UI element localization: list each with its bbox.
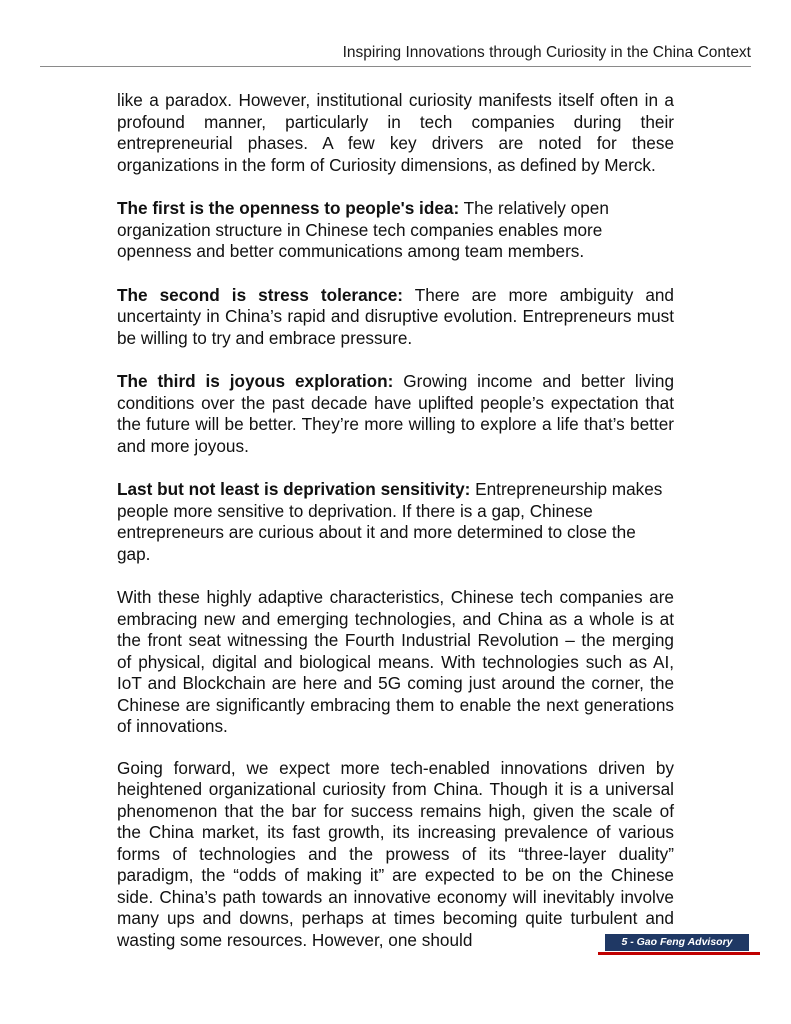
paragraph-stress-tolerance-lead: The second is stress tolerance: <box>117 284 403 305</box>
paragraph-openness-body: The relatively open organization structure in Chinese tech companies enables more openness and better communications among team members. <box>117 198 609 261</box>
footer-accent-rule <box>598 952 760 955</box>
paragraph-stress-tolerance-body: There are more ambiguity and uncertainty in China’s rapid and disruptive evolution. Entrepreneurs must be willing to try and embrace pressure. <box>117 284 674 348</box>
paragraph-openness-lead: The first is the openness to people's idea: <box>117 198 460 218</box>
paragraph-deprivation-sensitivity-lead: Last but not least is deprivation sensitivity: <box>117 479 471 499</box>
paragraph-joyous-exploration <box>117 371 674 457</box>
paragraph-stress-tolerance <box>117 285 674 350</box>
page-number-badge: 5 - Gao Feng Advisory <box>605 934 749 951</box>
paragraph-intro: like a paradox. However, institutional curiosity manifests itself often in a profound manner, particularly in tech companies during their entrepreneurial phases. A few key drivers are noted for these organizations in the form of Curiosity dimensions, as defined by Merck. <box>117 90 674 175</box>
paragraph-joyous-exploration-lead: The third is joyous exploration: <box>117 371 394 391</box>
paragraph-deprivation-sensitivity <box>117 479 674 565</box>
running-header-title: Inspiring Innovations through Curiosity in the China Context <box>342 44 751 61</box>
paragraph-joyous-exploration-body: Growing income and better living conditions over the past decade have uplifted people’s expectation that the future will be better. They’re more willing to explore a life that’s better and more joyous. <box>117 371 674 456</box>
paragraph-deprivation-sensitivity-body: Entrepreneurship makes people more sensitive to deprivation. If there is a gap, Chinese entrepreneurs are curious about it and more determined to close the gap. <box>117 479 663 564</box>
header-divider <box>40 66 751 67</box>
paragraph-openness <box>117 198 674 263</box>
paragraph-adaptive-characteristics: With these highly adaptive characteristics, Chinese tech companies are embracing new and emerging technologies, and China as a whole is at the front seat witnessing the Fourth Industrial Revolution – the merging of physical, digital and biological means. With technologies such as AI, IoT and Blockchain are here and 5G coming just around the corner, the Chinese are significantly embracing them to enable the next generations of innovations. <box>117 587 674 736</box>
body-text <box>117 90 674 973</box>
paragraph-going-forward: Going forward, we expect more tech-enabled innovations driven by heightened organizational curiosity from China. Though it is a universal phenomenon that the bar for success remains high, given the scale of the China market, its fast growth, its increasing prevalence of various forms of technologies and the prowess of its “three-layer duality” paradigm, the “odds of making it” are expected to be on the Chinese side. China’s path towards an innovative economy will inevitably involve many ups and downs, perhaps at times becoming quite turbulent and wasting some resources. However, one should <box>117 757 674 950</box>
